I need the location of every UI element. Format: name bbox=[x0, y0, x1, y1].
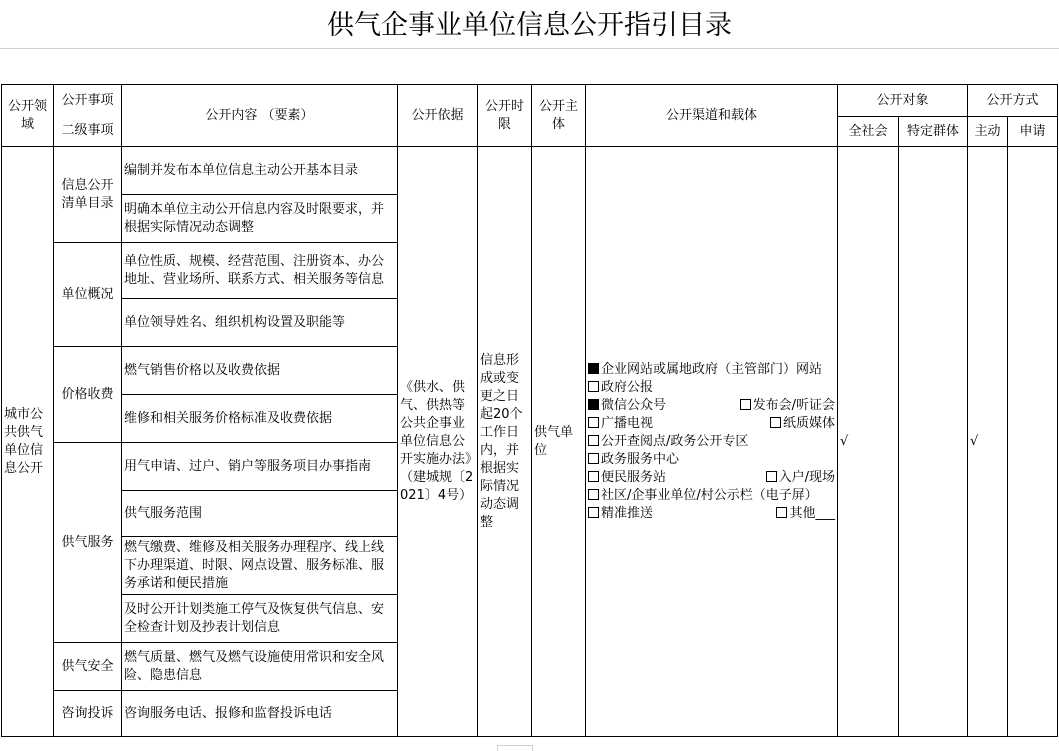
unchecked-box-icon bbox=[588, 507, 599, 518]
timing-cell: 信息形成或变更之日起20个工作日内，并根据实际情况动态调整 bbox=[478, 147, 532, 737]
channel-label: 入户/现场 bbox=[778, 469, 835, 485]
col-header-basis: 公开依据 bbox=[398, 85, 478, 147]
channel-label: 其他___ bbox=[789, 505, 835, 521]
channel-row bbox=[588, 361, 835, 397]
col-header-content: 公开内容 （要素） bbox=[122, 85, 398, 147]
content-cell: 明确本单位主动公开信息内容及时限要求，并根据实际情况动态调整 bbox=[122, 195, 398, 243]
channel-option bbox=[776, 505, 835, 523]
header-row-top bbox=[2, 85, 1058, 117]
channel-label: 发布会/听证会 bbox=[752, 397, 835, 413]
item-cell: 价格收费 bbox=[54, 347, 122, 443]
directory-table bbox=[1, 84, 1058, 737]
channel-label: 企业网站或属地政府（主管部门）网站 bbox=[601, 361, 823, 377]
unchecked-box-icon bbox=[766, 471, 777, 482]
channel-option bbox=[588, 361, 822, 379]
page-title: 供气企事业单位信息公开指引目录 bbox=[327, 10, 732, 41]
unchecked-box-icon bbox=[588, 453, 599, 464]
channel-row bbox=[588, 433, 835, 451]
society-mark-cell: √ bbox=[838, 147, 899, 737]
item-cell: 咨询投诉 bbox=[54, 691, 122, 737]
channel-label: 公开查阅点/政务公开专区 bbox=[601, 433, 749, 449]
content-cell: 及时公开计划类施工停气及恢复供气信息、安全检查计划及抄表计划信息 bbox=[122, 595, 398, 643]
col-header-subitem: 二级事项 bbox=[54, 117, 122, 147]
channel-option bbox=[588, 451, 679, 469]
col-header-subject: 公开主体 bbox=[532, 85, 586, 147]
unchecked-box-icon bbox=[770, 417, 781, 428]
channel-row bbox=[588, 487, 835, 505]
channel-row bbox=[588, 451, 835, 469]
channel-label: 便民服务站 bbox=[601, 469, 667, 485]
col-header-specific-group: 特定群体 bbox=[899, 117, 968, 147]
col-header-channels: 公开渠道和载体 bbox=[586, 85, 838, 147]
channel-option bbox=[766, 469, 835, 487]
unchecked-box-icon bbox=[588, 471, 599, 482]
channel-option bbox=[588, 433, 748, 451]
channel-label: 纸质媒体 bbox=[782, 415, 835, 431]
unchecked-box-icon bbox=[588, 381, 599, 392]
col-header-item: 公开事项 bbox=[54, 85, 122, 117]
col-header-audience: 公开对象 bbox=[838, 85, 968, 117]
channel-label: 精准推送 bbox=[601, 505, 654, 521]
content-cell: 单位领导姓名、组织机构设置及职能等 bbox=[122, 299, 398, 347]
col-header-society: 全社会 bbox=[838, 117, 899, 147]
channel-row bbox=[588, 415, 835, 433]
channel-option bbox=[588, 415, 653, 433]
item-cell: 供气服务 bbox=[54, 443, 122, 643]
content-cell: 编制并发布本单位信息主动公开基本目录 bbox=[122, 147, 398, 195]
content-cell: 燃气缴费、维修及相关服务办理程序、线上线下办理渠道、时限、网点设置、服务标准、服务承诺和便民措施 bbox=[122, 537, 398, 595]
channels-cell bbox=[586, 147, 838, 737]
channel-label: 微信公众号 bbox=[601, 397, 667, 413]
content-cell: 燃气销售价格以及收费依据 bbox=[122, 347, 398, 395]
basis-cell: 《供水、供气、供热等公共企事业单位信息公开实施办法》（建城规〔2021〕4号） bbox=[398, 147, 478, 737]
request-mark-cell bbox=[1008, 147, 1058, 737]
content-cell: 燃气质量、燃气及燃气设施使用常识和安全风险、隐患信息 bbox=[122, 643, 398, 691]
title-divider bbox=[0, 48, 1059, 49]
col-header-timing: 公开时限 bbox=[478, 85, 532, 147]
content-cell: 用气申请、过户、销户等服务项目办事指南 bbox=[122, 443, 398, 491]
active-mark-cell: √ bbox=[968, 147, 1008, 737]
channel-label: 社区/企事业单位/村公示栏（电子屏） bbox=[601, 487, 818, 503]
unchecked-box-icon bbox=[776, 507, 787, 518]
channel-option bbox=[588, 397, 666, 415]
channel-option bbox=[770, 415, 835, 433]
checked-box-icon bbox=[588, 399, 599, 410]
channel-option bbox=[588, 469, 666, 487]
channel-label: 广播电视 bbox=[601, 415, 654, 431]
content-cell: 单位性质、规模、经营范围、注册资本、办公地址、营业场所、联系方式、相关服务等信息 bbox=[122, 243, 398, 299]
sheet-tab-stub bbox=[497, 745, 533, 751]
unchecked-box-icon bbox=[588, 417, 599, 428]
channel-option bbox=[588, 379, 653, 397]
unchecked-box-icon bbox=[740, 399, 751, 410]
col-header-method: 公开方式 bbox=[968, 85, 1058, 117]
table-row bbox=[2, 147, 1058, 195]
channel-option bbox=[588, 487, 818, 505]
channel-label: 政府公报 bbox=[601, 379, 654, 395]
subject-cell: 供气单位 bbox=[532, 147, 586, 737]
specific-group-mark-cell bbox=[899, 147, 968, 737]
item-cell: 单位概况 bbox=[54, 243, 122, 347]
item-cell: 供气安全 bbox=[54, 643, 122, 691]
content-cell: 维修和相关服务价格标准及收费依据 bbox=[122, 395, 398, 443]
channel-option bbox=[588, 505, 653, 523]
col-header-domain: 公开领域 bbox=[2, 85, 54, 147]
channel-row bbox=[588, 505, 835, 523]
channel-option bbox=[740, 397, 835, 415]
unchecked-box-icon bbox=[588, 489, 599, 500]
checked-box-icon bbox=[588, 363, 599, 374]
channel-label: 政务服务中心 bbox=[601, 451, 680, 467]
channel-row bbox=[588, 397, 835, 415]
unchecked-box-icon bbox=[588, 435, 599, 446]
channel-row bbox=[588, 469, 835, 487]
item-cell: 信息公开清单目录 bbox=[54, 147, 122, 243]
content-cell: 供气服务范围 bbox=[122, 491, 398, 537]
domain-cell: 城市公共供气单位信息公开 bbox=[2, 147, 54, 737]
col-header-active: 主动 bbox=[968, 117, 1008, 147]
content-cell: 咨询服务电话、报修和监督投诉电话 bbox=[122, 691, 398, 737]
col-header-request: 申请 bbox=[1008, 117, 1058, 147]
